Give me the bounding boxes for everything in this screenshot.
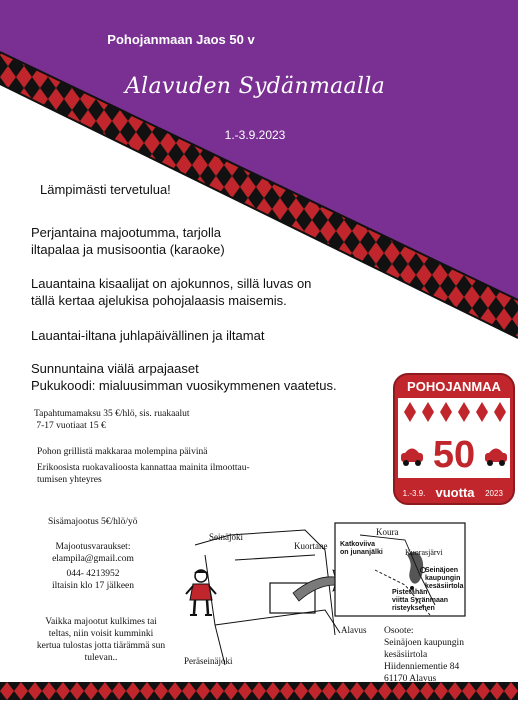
- map-label-alavus: Alavus: [341, 625, 367, 635]
- map-note-camp-1: Seinäjoen: [425, 567, 459, 574]
- map-note-camp-3: kesäsiirtola: [425, 583, 464, 590]
- event-title: Alavuden Sydänmaalla: [124, 74, 386, 99]
- address-block: [384, 625, 464, 685]
- fee-info: [34, 408, 190, 432]
- fee-line-1: Tapahtumamaksu 35 €/hlö, sis. ruakaalut: [34, 409, 190, 419]
- diet-line-1: Erikoosista ruokavalioosta kannattaa mainita ilmoottau-: [37, 463, 250, 473]
- saturday-program: [31, 275, 311, 309]
- map-label-peraseinajoki: Peräseinäjoki: [184, 656, 233, 666]
- sunday-line-1: Sunnuntaina viälä arpajaaset: [31, 361, 199, 376]
- diet-line-2: tumisen yhteyres: [37, 475, 102, 485]
- tent-note-line-3: kertua tulostas jotta tiärämmä sun: [36, 641, 166, 651]
- club-title: Pohojanmaan Jaos 50 v: [107, 32, 255, 47]
- booking-heading: Majootusvaraukset:: [55, 542, 131, 552]
- fee-line-2: 7-17 vuotiaat 15 €: [34, 421, 106, 431]
- friday-line-1: Perjantaina majootumma, tarjolla: [31, 225, 222, 240]
- greeting: Lämpimästi tervetulua!: [40, 182, 171, 197]
- badge-word: vuotta: [435, 485, 475, 500]
- saturday-evening: Lauantai-iltana juhlapäivällinen ja iltamat: [31, 328, 265, 343]
- badge-number: 50: [432, 434, 476, 476]
- saturday-line-1: Lauantaina kisaalijat on ajokunnos, sillä luvas on: [31, 276, 312, 291]
- booking-info: [38, 541, 148, 592]
- badge-date: 1.-3.9.: [402, 489, 426, 498]
- anniversary-badge-logo: [392, 372, 516, 506]
- map-label-koura: Koura: [376, 527, 399, 537]
- map-label-kuorasjarvi: Kuorasjärvi: [405, 548, 443, 557]
- map-label-kuortane: Kuortane: [294, 541, 328, 551]
- tent-note-line-2: teltas, niin voisit kumminki: [48, 629, 154, 639]
- badge-top-text: POHOJANMAA: [407, 379, 501, 394]
- map-note-turn: [392, 589, 448, 613]
- map-note-turn-1: Pistetähän: [392, 589, 428, 596]
- tent-note: [26, 616, 176, 664]
- booking-time: iltaisin klo 17 jälkeen: [51, 581, 135, 591]
- map-label-seinajoki: Seinäjoki: [209, 532, 243, 542]
- tent-note-line-4: tulevan..: [84, 653, 118, 663]
- map-note-camp-2: kaupungin: [425, 575, 461, 582]
- map-note-camp: [425, 567, 464, 591]
- map-note-rail-1: Katkoviiva: [340, 541, 376, 548]
- address-heading: Osoote:: [384, 626, 414, 636]
- address-line-3: Hiidenniementie 84: [384, 662, 460, 672]
- badge-year: 2023: [485, 489, 503, 498]
- map-note-rail: [340, 541, 383, 557]
- diet-info: [37, 462, 250, 486]
- saturday-line-2: tällä kertaa ajelukisa pohojalaasis maisemis.: [31, 293, 287, 308]
- friday-program: [31, 224, 225, 258]
- address-line-1: Seinäjoen kaupungin: [384, 638, 464, 648]
- friday-line-2: iltapalaa ja musisoontia (karaoke): [31, 242, 225, 257]
- indoor-accommodation: Sisämajootus 5€/hlö/yö: [48, 517, 138, 527]
- map-note-turn-2: viitta Syränmaan: [392, 597, 449, 604]
- address-line-4: 61170 Alavus: [384, 674, 437, 684]
- sunday-line-2: Pukukoodi: mialuusimman vuosikymmenen vaatetus.: [31, 378, 337, 393]
- event-dates: 1.-3.9.2023: [224, 128, 286, 142]
- tent-note-line-1: Vaikka majootut kulkimes tai: [45, 617, 157, 627]
- sunday-program: [31, 360, 337, 394]
- booking-email[interactable]: elampila@gmail.com: [52, 554, 134, 564]
- address-line-2: kesäsiirtola: [384, 650, 428, 660]
- map-note-turn-3: risteyksehen: [392, 605, 435, 612]
- map-note-rail-2: on junanjälki: [340, 549, 383, 556]
- grill-info: Pohon grillistä makkaraa molempina päivinä: [37, 447, 208, 457]
- booking-phone[interactable]: 044- 4213952: [66, 569, 120, 579]
